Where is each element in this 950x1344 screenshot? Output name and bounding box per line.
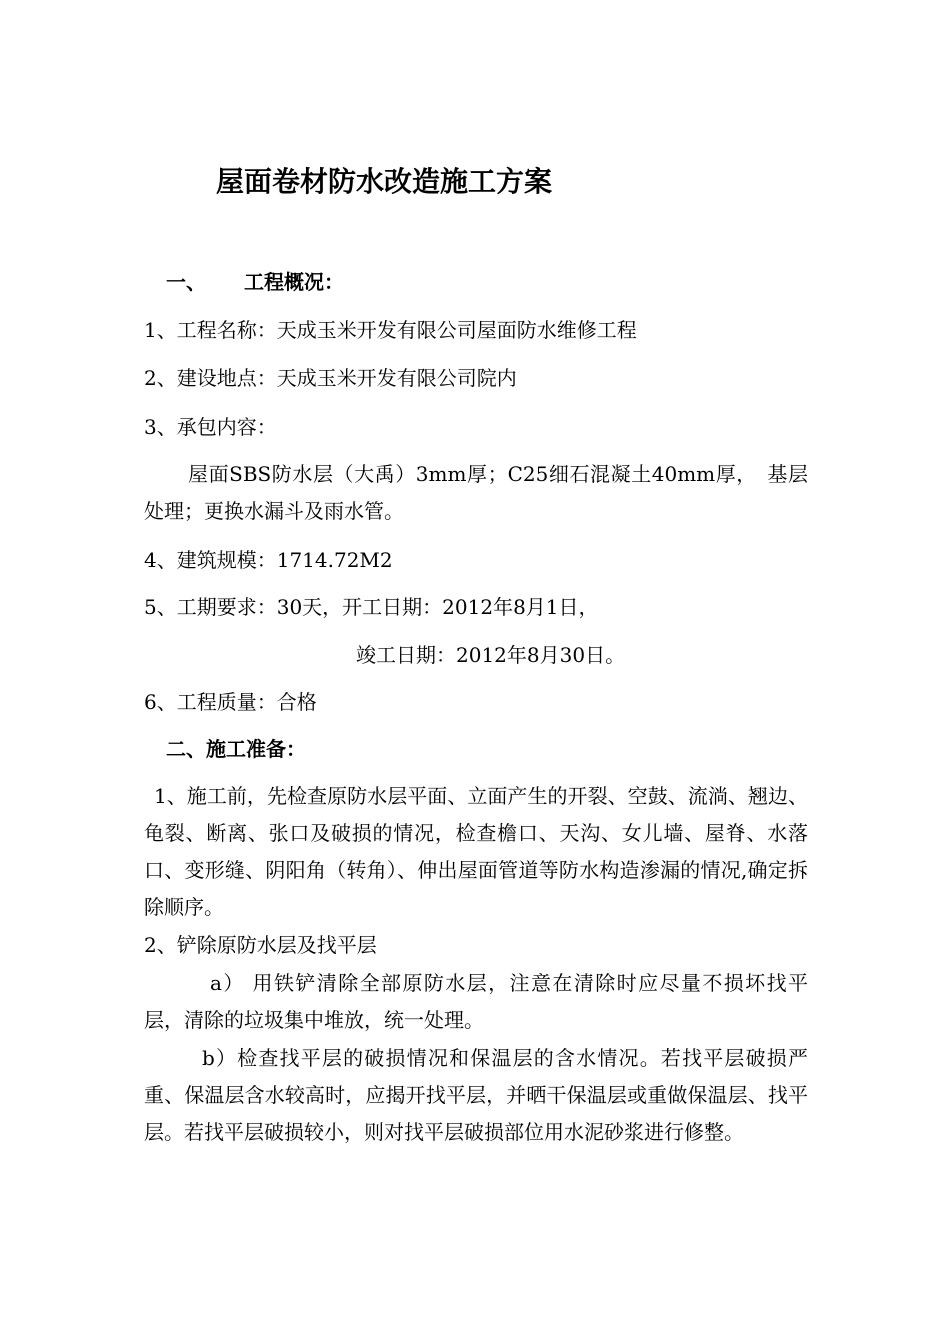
project-location: 2、建设地点：天成玉米开发有限公司院内 [144, 366, 517, 390]
section-2-heading: 二、施工准备： [166, 737, 306, 761]
document-title: 屋面卷材防水改造施工方案 [216, 165, 553, 198]
building-scale: 4、建筑规模：1714.72M2 [144, 548, 393, 572]
project-quality: 6、工程质量：合格 [144, 690, 317, 714]
section-1-heading: 工程概况： [244, 270, 344, 294]
project-name: 1、工程名称：天成玉米开发有限公司屋面防水维修工程 [144, 318, 637, 342]
section-1-number: 一、 [166, 270, 206, 294]
preparation-item-1: 1、施工前，先检查原防水层平面、立面产生的开裂、空鼓、流淌、翘边、龟裂、断离、张口及破损的情况，检查檐口、天沟、女儿墙、屋脊、水落口、变形缝、阴阳角（转角）、伸出屋面管道等防水构造渗漏的情况,确定拆除顺序。 [144, 784, 808, 919]
preparation-item-2: 2、铲除原防水层及找平层 [144, 933, 377, 957]
completion-date: 竣工日期：2012年8月30日。 [356, 643, 626, 667]
schedule-requirement: 5、工期要求：30天，开工日期：2012年8月1日， [144, 595, 599, 619]
preparation-item-2a: a） 用铁铲清除全部原防水层，注意在清除时应尽量不损坏找平层，清除的垃圾集中堆放，统一处理。 [144, 971, 808, 1032]
contract-scope-label: 3、承包内容： [144, 415, 277, 439]
preparation-item-2b: b）检查找平层的破损情况和保温层的含水情况。若找平层破损严重、保温层含水较高时，应揭开找平层，并晒干保温层或重做保温层、找平层。若找平层破损较小，则对找平层破损部位用水泥砂浆进行修整。 [144, 1046, 808, 1144]
contract-scope-text: 屋面SBS防水层（大禹）3mm厚；C25细石混凝土40mm厚， 基层处理；更换水漏斗及雨水管。 [144, 462, 808, 523]
